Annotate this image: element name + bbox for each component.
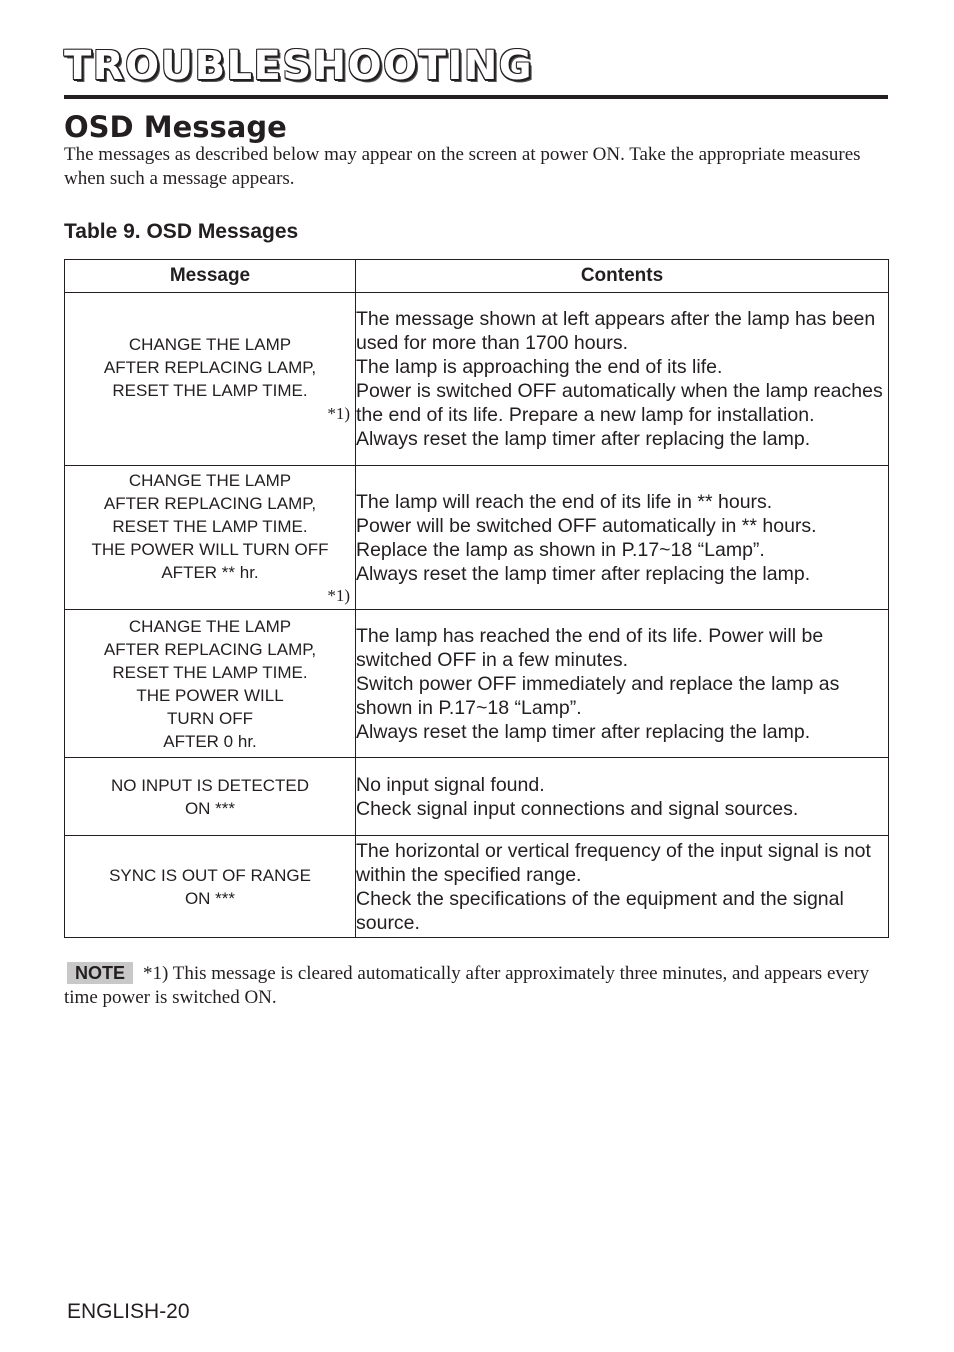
message-line: THE POWER WILL	[136, 685, 284, 705]
contents-line: Check signal input connections and signal sources.	[356, 797, 799, 820]
page-number: ENGLISH-20	[67, 1300, 190, 1323]
contents-line: The lamp is approaching the end of its life.	[356, 356, 723, 378]
message-line: RESET THE LAMP TIME.	[112, 662, 308, 682]
intro-paragraph: The messages as described below may appear on the screen at power ON. Take the appropriate measures when such a message appears.	[64, 144, 861, 189]
message-line: THE POWER WILL TURN OFF	[91, 539, 329, 559]
contents-line: No input signal found.	[356, 773, 545, 796]
table-row	[65, 610, 889, 758]
message-cell	[65, 466, 356, 610]
contents-cell	[356, 758, 889, 836]
message-line: NO INPUT IS DETECTED	[110, 775, 310, 795]
contents-line: Always reset the lamp timer after replacing the lamp.	[356, 562, 811, 585]
contents-line: Always reset the lamp timer after replacing the lamp.	[356, 428, 811, 450]
table-row	[65, 293, 889, 466]
contents-line: The lamp will reach the end of its life in ** hours.	[356, 490, 773, 513]
message-line: ON ***	[184, 798, 236, 818]
message-line: SYNC IS OUT OF RANGE	[109, 865, 311, 885]
column-header-message: Message	[65, 260, 356, 293]
contents-cell	[356, 836, 889, 938]
note-paragraph	[64, 962, 894, 1010]
footnote-marker: *1)	[327, 585, 350, 605]
note-text: *1) This message is cleared automatically after approximately three minutes, and appears every time power is switched ON.	[64, 963, 870, 1008]
contents-line: The lamp has reached the end of its life. Power will be switched OFF in a few minutes.	[356, 624, 824, 671]
message-line: CHANGE THE LAMP	[128, 335, 292, 354]
section-title: OSD Message	[64, 110, 287, 144]
contents-line: Power will be switched OFF automatically in ** hours.	[356, 514, 817, 537]
message-line: AFTER REPLACING LAMP,	[103, 493, 317, 513]
message-line: RESET THE LAMP TIME.	[112, 381, 308, 400]
message-cell	[65, 610, 356, 758]
contents-cell	[356, 466, 889, 610]
message-line: TURN OFF	[167, 708, 253, 728]
table-caption: Table 9. OSD Messages	[64, 220, 299, 243]
note-badge: NOTE	[67, 962, 133, 984]
contents-cell	[356, 293, 889, 466]
message-cell	[65, 836, 356, 938]
table-header-row	[65, 260, 889, 293]
message-cell	[65, 293, 356, 466]
message-cell	[65, 758, 356, 836]
contents-line: The message shown at left appears after the lamp has been used for more than 1700 hours.	[356, 308, 876, 354]
contents-line: Check the specifications of the equipment and the signal source.	[356, 887, 844, 934]
page-title: TROUBLESHOOTING	[64, 43, 534, 89]
message-line: AFTER REPLACING LAMP,	[103, 639, 317, 659]
osd-messages-table	[64, 259, 889, 938]
message-line: AFTER REPLACING LAMP,	[103, 358, 317, 377]
column-header-contents: Contents	[356, 260, 889, 293]
contents-line: The horizontal or vertical frequency of the input signal is not within the specified range.	[356, 839, 871, 886]
message-line: AFTER ** hr.	[161, 562, 259, 582]
message-line: RESET THE LAMP TIME.	[112, 516, 308, 536]
message-line: AFTER 0 hr.	[163, 731, 257, 751]
contents-line: Always reset the lamp timer after replacing the lamp.	[356, 720, 811, 743]
contents-cell	[356, 610, 889, 758]
message-line: CHANGE THE LAMP	[128, 616, 292, 636]
table-row	[65, 758, 889, 836]
contents-line: Power is switched OFF automatically when the lamp reaches the end of its life. Prepare a new lamp for installation.	[356, 380, 883, 426]
title-rule	[64, 95, 888, 99]
table-row	[65, 836, 889, 938]
message-line: CHANGE THE LAMP	[128, 470, 292, 490]
footnote-marker: *1)	[327, 404, 350, 423]
table-row	[65, 466, 889, 610]
message-line: ON ***	[184, 888, 236, 908]
contents-line: Replace the lamp as shown in P.17~18 “Lamp”.	[356, 538, 765, 561]
contents-line: Switch power OFF immediately and replace the lamp as shown in P.17~18 “Lamp”.	[356, 672, 840, 719]
